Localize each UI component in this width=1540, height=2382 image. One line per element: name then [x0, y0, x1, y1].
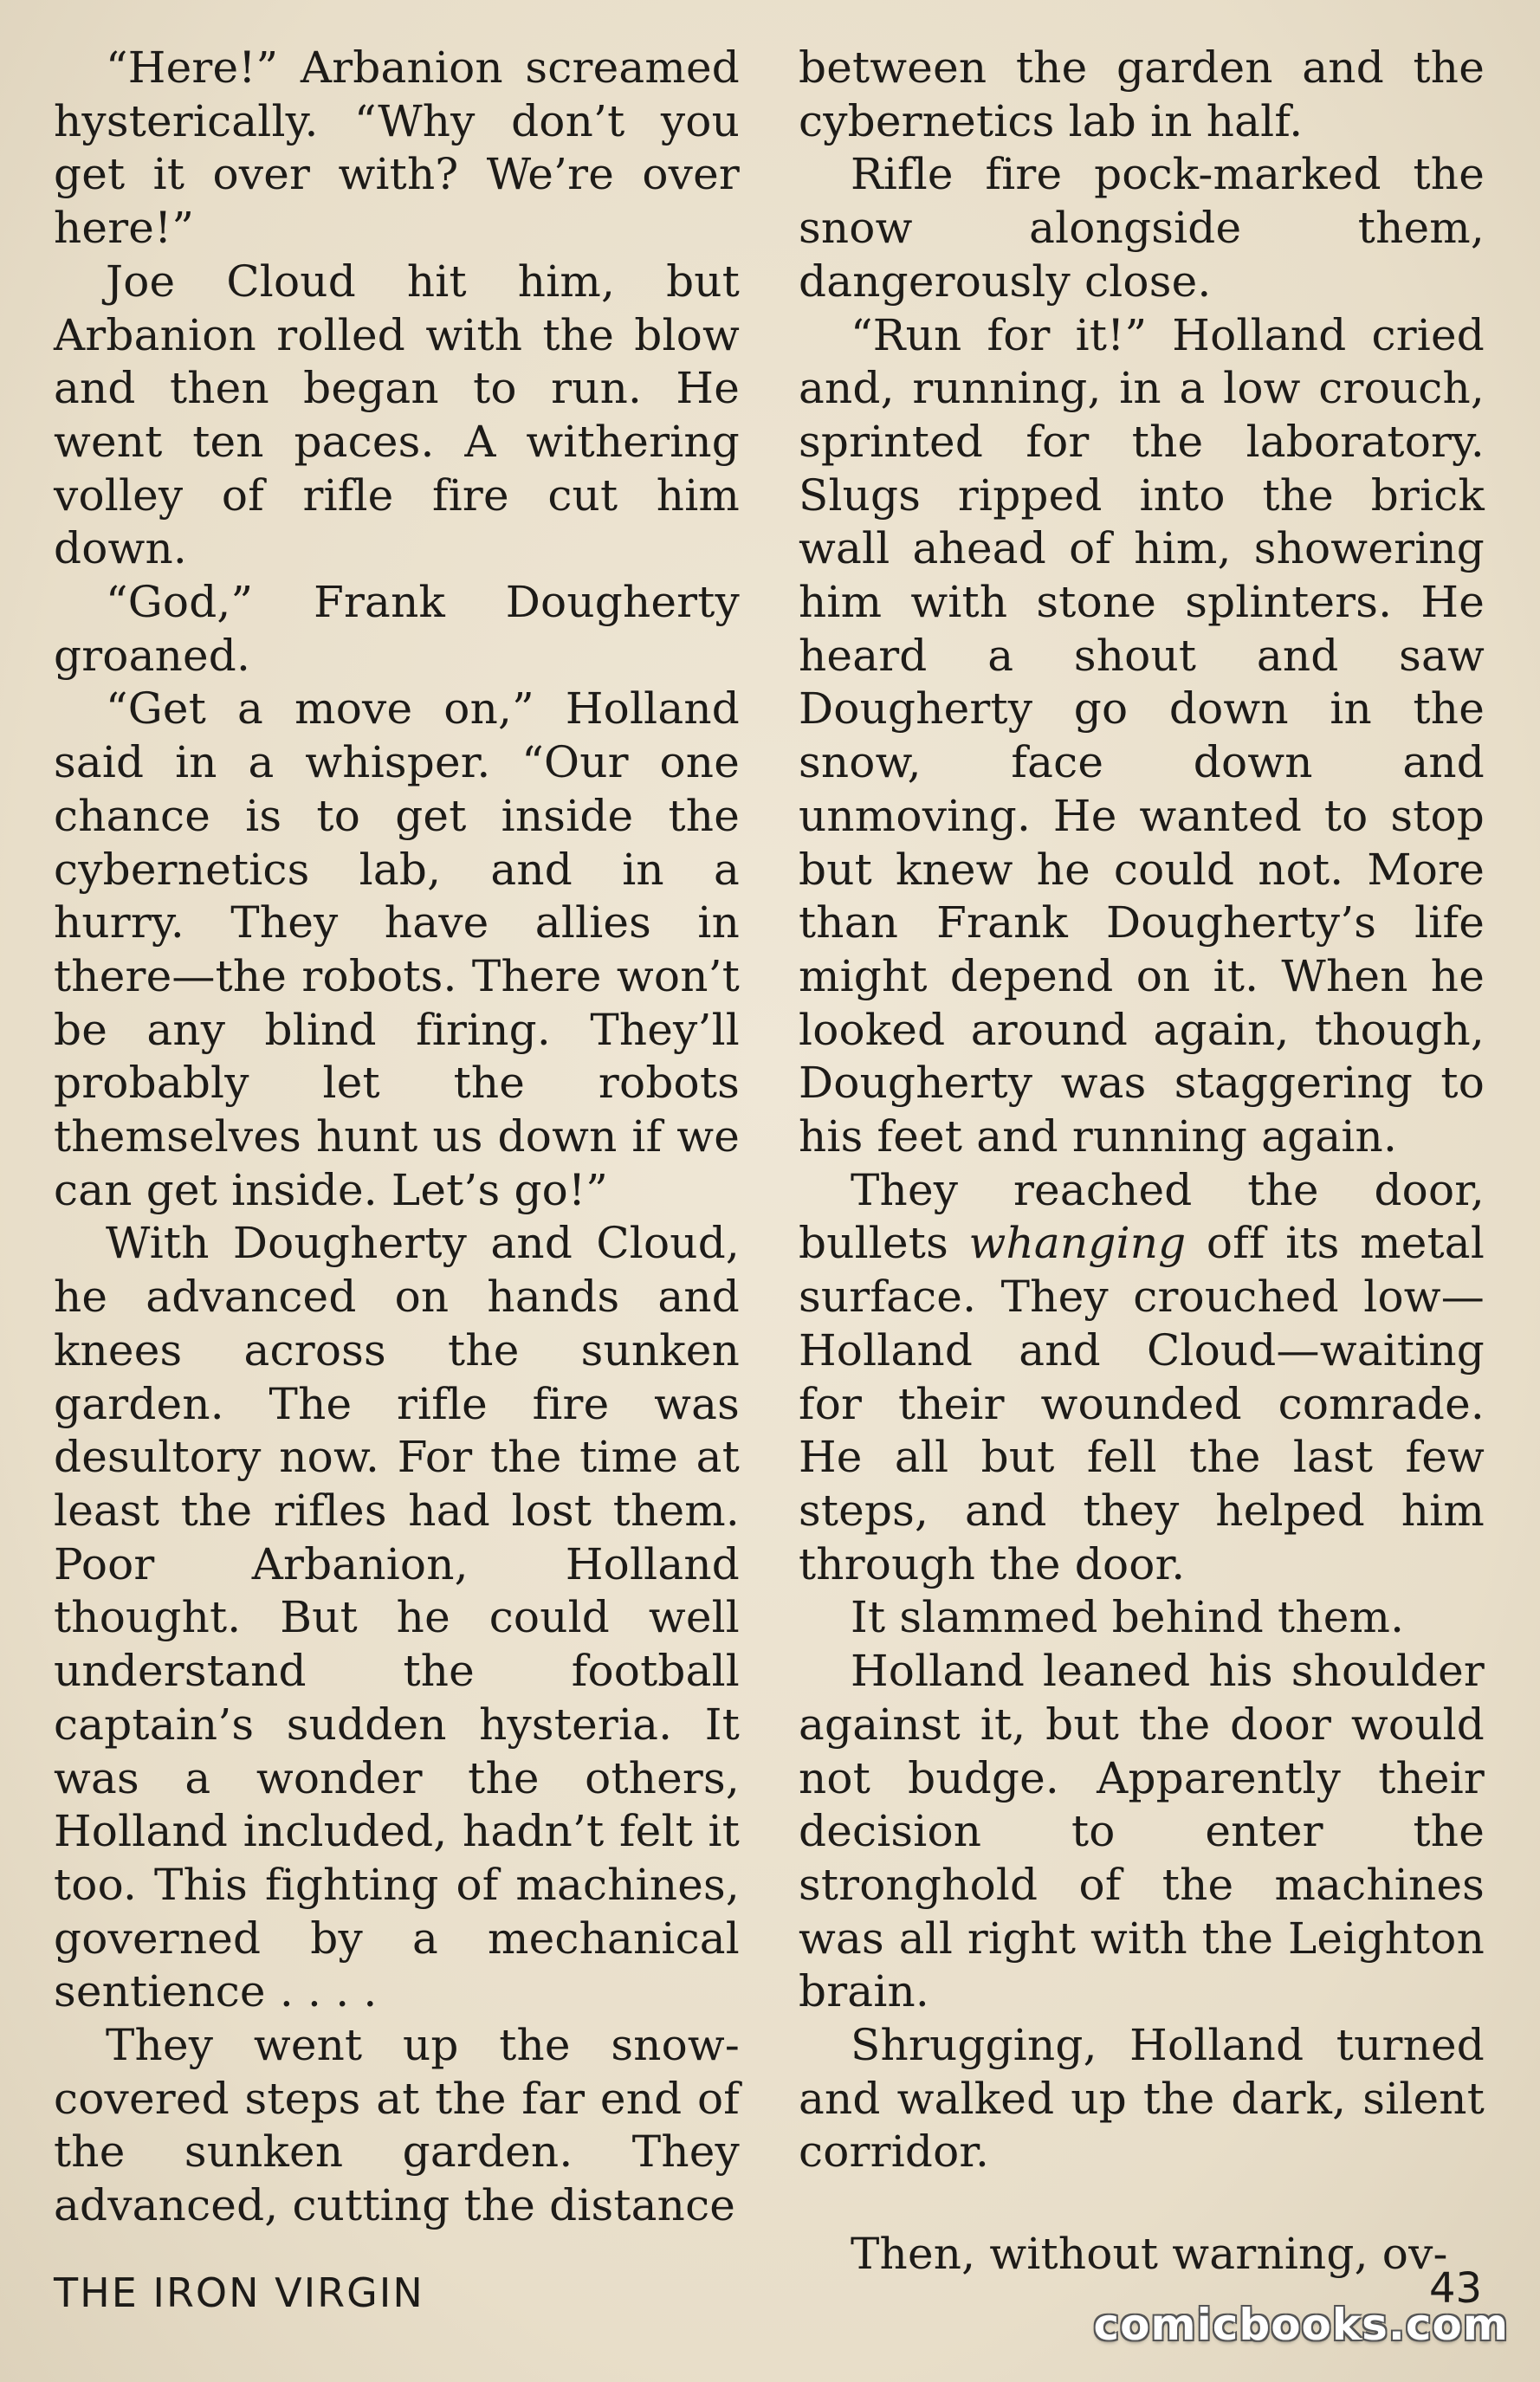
right-column	[799, 42, 1485, 2282]
door-text-after: off its metal surface. They crouched low—Holland and Cloud—waiting for their wounded comrade. He all but fell the last few steps, and they helped him through the door.	[799, 1218, 1485, 1589]
paragraph: “Get a move on,” Holland said in a whisper. “Our one chance is to get inside the cybernetics lab, and in a hurry. They have allies in there—the robots. There won’t be any blind firing. They’ll probably let the robots themselves hunt us down if we can get inside. Let’s go!”	[54, 683, 740, 1215]
paragraph: Rifle fire pock-marked the snow alongside them, dangerously close.	[799, 149, 1485, 307]
door-text-italic: whanging	[968, 1218, 1187, 1269]
paragraph: “Run for it!” Holland cried and, running, in a low crouch, sprinted for the laboratory. Slugs ripped into the brick wall ahead of him, showering him with stone splinters. He heard a shout and saw Dougherty go down in the snow, face down and unmoving. He wanted to stop but knew he could not. More than Frank Dougherty’s life might depend on it. When he looked around again, though, Dougherty was staggering to his feet and running again.	[799, 309, 1485, 1162]
paragraph: They went up the snow-covered steps at the far end of the sunken garden. They advanced, cutting the distance	[54, 2020, 740, 2231]
paragraph: It slammed behind them.	[851, 1592, 1405, 1643]
paragraph-continuation: between the garden and the cybernetics lab in half.	[799, 42, 1485, 146]
page-number: 43	[1429, 2264, 1483, 2313]
left-column	[54, 42, 740, 2233]
site-watermark: comicbooks.com	[1093, 2300, 1509, 2350]
paragraph: Shrugging, Holland turned and walked up the dark, silent corridor.	[799, 2020, 1485, 2178]
paragraph: “Here!” Arbanion screamed hysterically. “Why don’t you get it over with? We’re over here!”	[54, 42, 740, 254]
paragraph: With Dougherty and Cloud, he advanced on hands and knees across the sunken garden. The rifle fire was desultory now. For the time at least the rifles had lost them. Poor Arbanion, Holland thought. But he could well understand the football captain’s sudden hysteria. It was a wonder the others, Holland included, hadn’t felt it too. This fighting of machines, governed by a mechanical sentience . . . .	[54, 1218, 740, 2017]
door-text-before: They reached the door, bullets	[799, 1164, 1485, 1269]
paragraph: “God,” Frank Dougherty groaned.	[54, 577, 740, 681]
paragraph-final: Then, without warning, ov-	[851, 2229, 1448, 2280]
paragraph: Holland leaned his shoulder against it, but the door would not budge. Apparently their decision to enter the stronghold of the machines was all right with the Leighton brain.	[799, 1646, 1485, 2017]
paragraph: Joe Cloud hit him, but Arbanion rolled with the blow and then began to run. He went ten paces. A withering volley of rifle fire cut him down.	[54, 256, 740, 574]
paragraph-door	[799, 1164, 1485, 1592]
running-footer-title: THE IRON VIRGIN	[54, 2269, 424, 2316]
